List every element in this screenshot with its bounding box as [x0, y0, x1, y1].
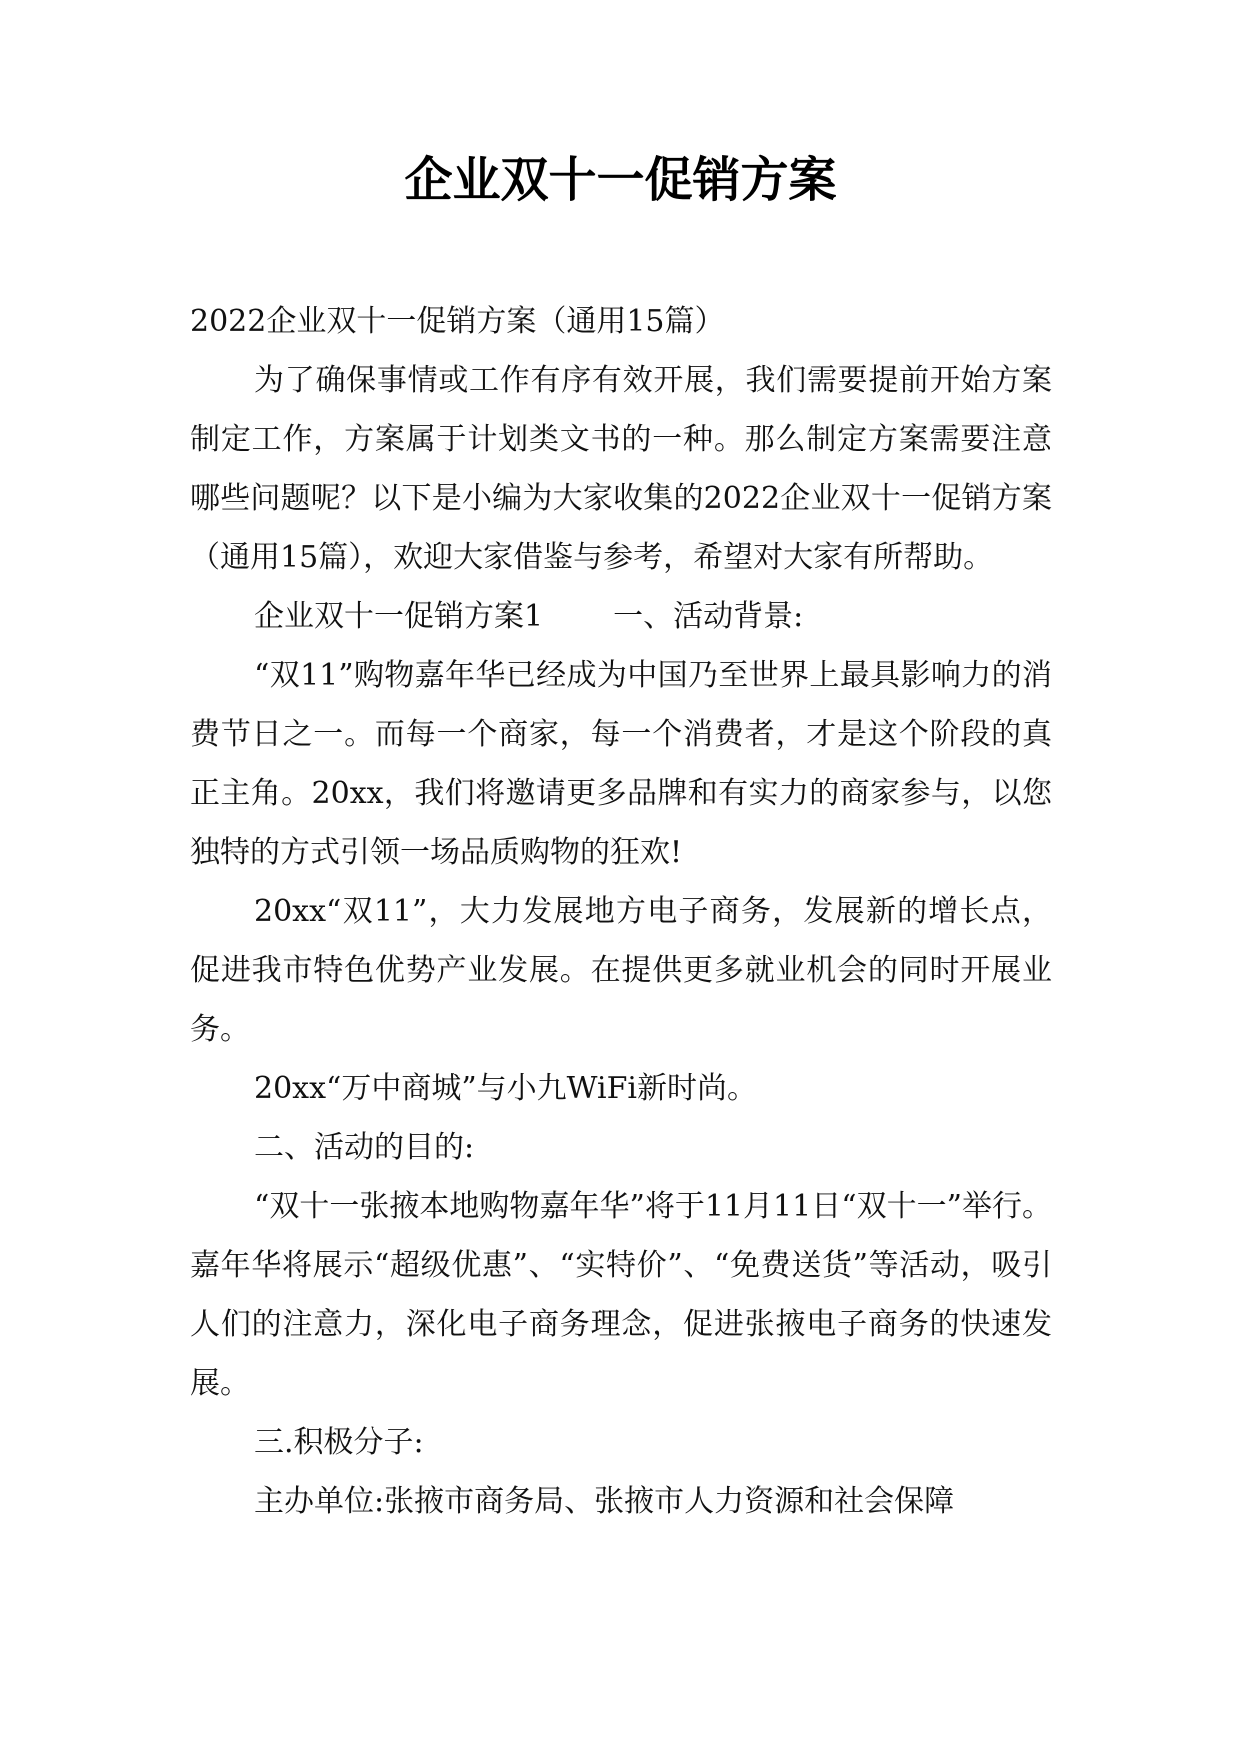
paragraph-growth: 20xx“双11”，大力发展地方电子商务，发展新的增长点，促进我市特色优势产业发展。在提供更多就业机会的同时开展业务。: [190, 894, 1052, 1047]
paragraph-purpose: “双十一张掖本地购物嘉年华”将于11月11日“双十一”举行。嘉年华将展示“超级优惠”、“实特价”、“免费送货”等活动，吸引人们的注意力，深化电子商务理念，促进张掖电子商务的快速发展。: [190, 1189, 1052, 1401]
paragraph-participants-heading: 三.积极分子:: [254, 1425, 424, 1460]
paragraph-background: “双11”购物嘉年华已经成为中国乃至世界上最具影响力的消费节日之一。而每一个商家，每一个消费者，才是这个阶段的真正主角。20xx，我们将邀请更多品牌和有实力的商家参与，以您独特的方式引领一场品质购物的狂欢!: [190, 658, 1052, 870]
paragraph-mall: 20xx“万中商城”与小九WiFi新时尚。: [254, 1071, 757, 1106]
paragraph-subtitle: 2022企业双十一促销方案（通用15篇）: [190, 304, 725, 339]
document-title: 企业双十一促销方案: [404, 152, 837, 208]
paragraph-organizer: 主办单位:张掖市商务局、张掖市人力资源和社会保障: [254, 1484, 955, 1519]
activity-background-heading: 一、活动背景:: [613, 599, 804, 634]
paragraph-purpose-heading: 二、活动的目的:: [254, 1130, 475, 1165]
paragraph-intro: 为了确保事情或工作有序有效开展，我们需要提前开始方案制定工作，方案属于计划类文书的一种。那么制定方案需要注意哪些问题呢？以下是小编为大家收集的2022企业双十一促销方案（通用15篇），欢迎大家借鉴与参考，希望对大家有所帮助。: [190, 363, 1052, 575]
document-body: [190, 292, 1052, 1531]
paragraph-section-1-heading: [190, 587, 1052, 646]
plan-number-label: 企业双十一促销方案1: [254, 599, 544, 634]
